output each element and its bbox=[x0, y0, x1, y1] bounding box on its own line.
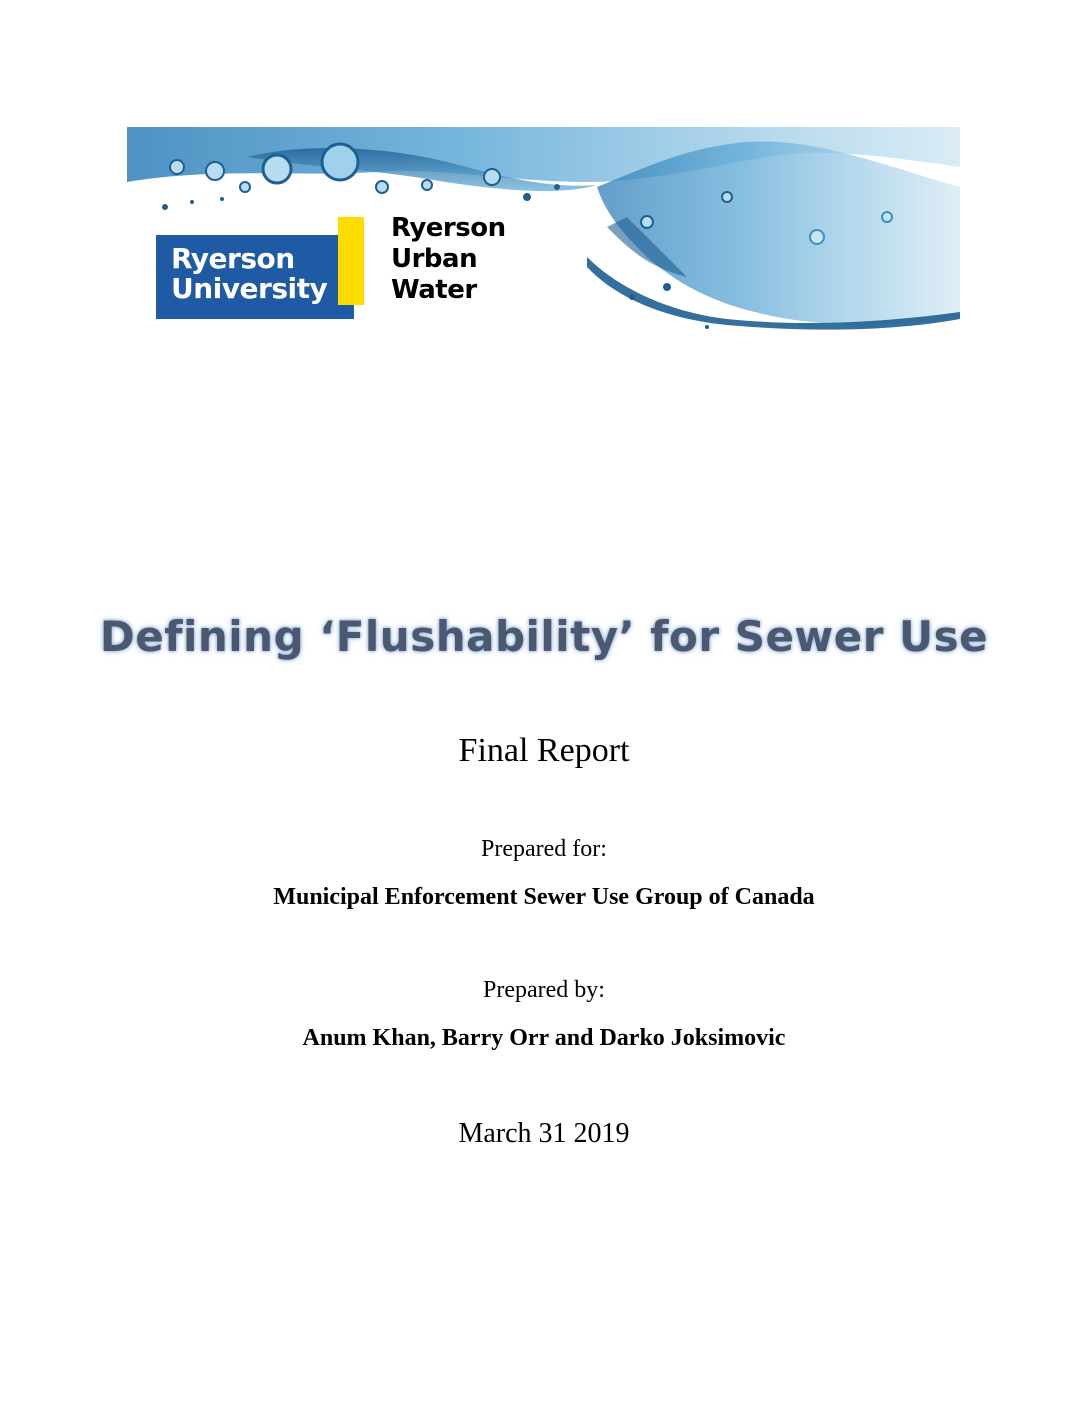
prepared-for-organization: Municipal Enforcement Sewer Use Group of Canada bbox=[273, 884, 815, 910]
prepared-by-label: Prepared by: bbox=[483, 977, 605, 1003]
report-subtitle: Final Report bbox=[458, 732, 630, 769]
logo-program-line-3: Water bbox=[391, 275, 477, 305]
logo-yellow-bar bbox=[338, 217, 364, 305]
logo-program-line-1: Ryerson bbox=[391, 213, 506, 243]
header-banner bbox=[127, 127, 960, 340]
prepared-for-label: Prepared for: bbox=[481, 836, 607, 862]
logo-university-line-1: Ryerson bbox=[171, 242, 295, 275]
prepared-by-authors: Anum Khan, Barry Orr and Darko Joksimovic bbox=[302, 1025, 786, 1051]
report-date: March 31 2019 bbox=[458, 1118, 630, 1149]
ryerson-urban-water-logo bbox=[391, 213, 506, 306]
logo-university-line-2: University bbox=[171, 272, 328, 305]
report-title: Defining ‘Flushability’ for Sewer Use bbox=[99, 612, 989, 661]
logo-program-line-2: Urban bbox=[391, 244, 478, 274]
ryerson-university-logo bbox=[171, 244, 327, 304]
